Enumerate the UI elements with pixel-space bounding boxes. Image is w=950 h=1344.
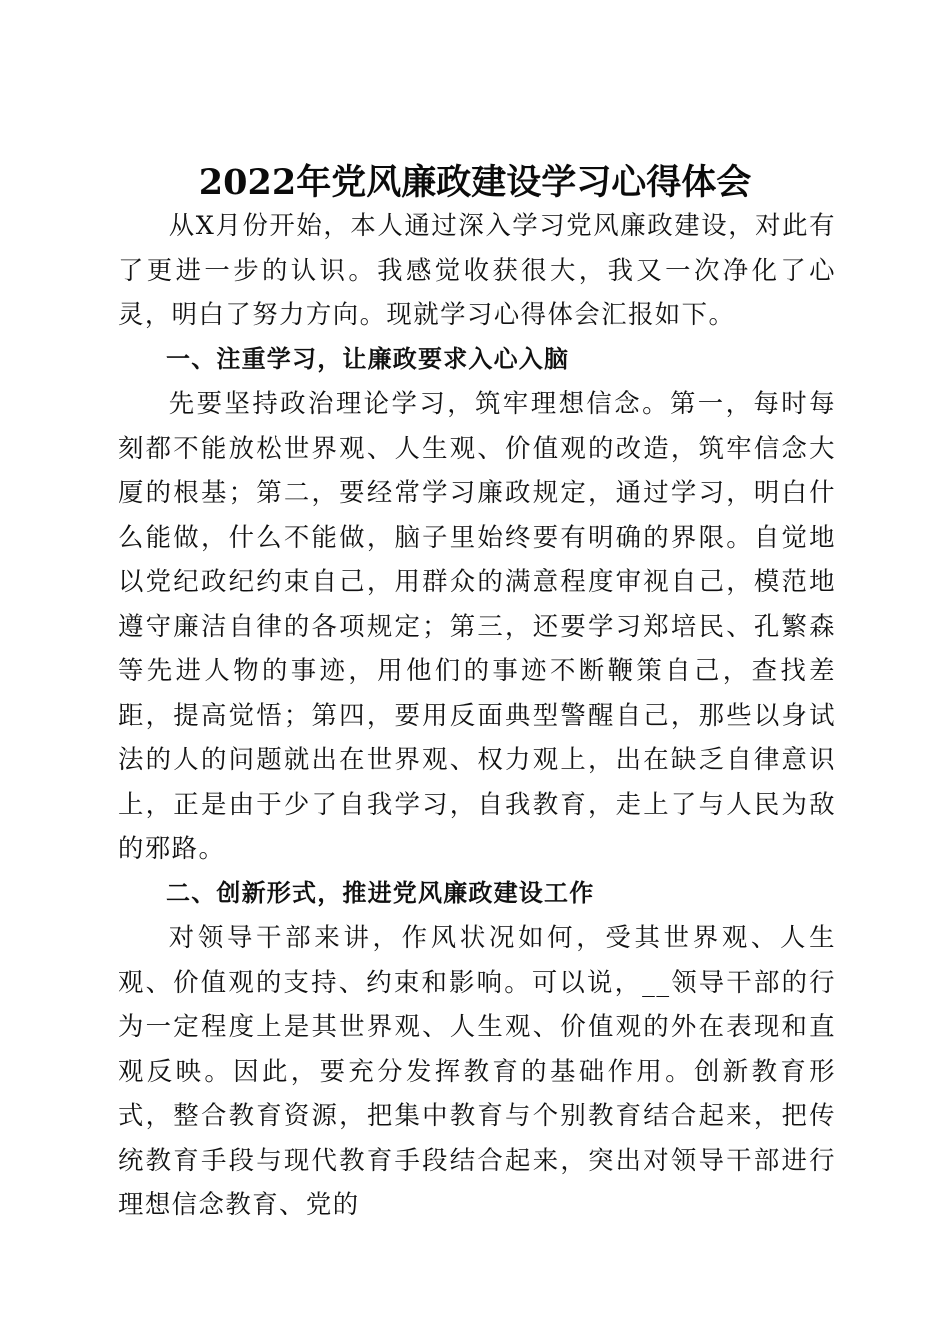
section-1-heading: 一、注重学习，让廉政要求入心入脑: [166, 344, 570, 373]
section-2-paragraph: 对领导干部来讲，作风状况如何，受其世界观、人生观、价值观的支持、约束和影响。可以说，__领导干部的行为一定程度上是其世界观、人生观、价值观的外在表现和直观反映。因此，要充分发挥教育的基础作用。创新教育形式，整合教育资源，把集中教育与个别教育结合起来，把传统教育手段与现代教育手段结合起来，突出对领导干部进行理想信念教育、党的: [118, 922, 836, 1219]
intro-paragraph: 从X月份开始，本人通过深入学习党风廉政建设，对此有了更进一步的认识。我感觉收获很大，我又一次净化了心灵，明白了努力方向。现就学习心得体会汇报如下。: [118, 210, 836, 329]
section-1-paragraph: 先要坚持政治理论学习，筑牢理想信念。第一，每时每刻都不能放松世界观、人生观、价值观的改造，筑牢信念大厦的根基；第二，要经常学习廉政规定，通过学习，明白什么能做，什么不能做，脑子里始终要有明确的界限。自觉地以党纪政纪约束自己，用群众的满意程度审视自己，模范地遵守廉洁自律的各项规定；第三，还要学习郑培民、孔繁森等先进人物的事迹，用他们的事迹不断鞭策自己，查找差距，提高觉悟；第四，要用反面典型警醒自己，那些以身试法的人的问题就出在世界观、权力观上，出在缺乏自律意识上，正是由于少了自我学习，自我教育，走上了与人民为敌的邪路。: [118, 388, 836, 863]
document-title: 2022年党风廉政建设学习心得体会: [198, 162, 752, 204]
document-body: [118, 203, 836, 1227]
section-2-heading: 二、创新形式，推进党风廉政建设工作: [166, 878, 595, 907]
